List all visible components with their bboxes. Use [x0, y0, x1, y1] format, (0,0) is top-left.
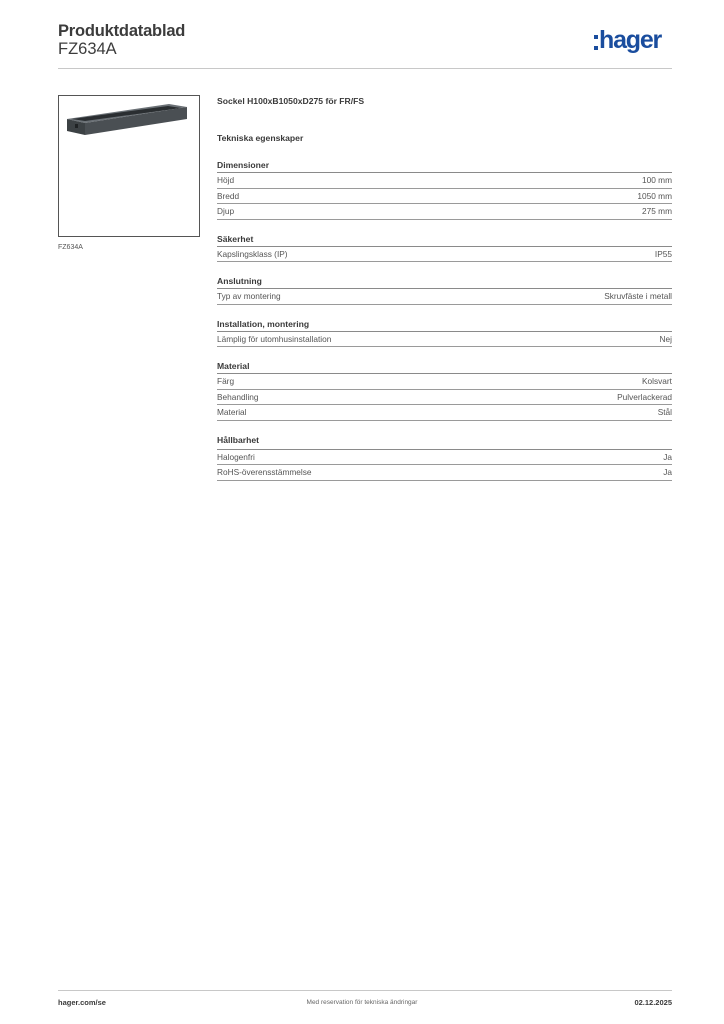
property-row: [217, 289, 672, 305]
property-row: [217, 390, 672, 406]
footer-disclaimer: Med reservation för tekniska ändringar: [306, 999, 418, 1006]
section-title: Anslutning: [217, 275, 672, 289]
property-value: 100 mm: [642, 175, 672, 185]
property-label: Typ av montering: [217, 291, 281, 301]
property-section: [217, 434, 672, 481]
section-rows: [217, 247, 672, 263]
image-caption: FZ634A: [58, 244, 83, 251]
footer-website: hager.com/se: [58, 998, 106, 1007]
property-label: Behandling: [217, 391, 259, 402]
technical-properties-heading: Tekniska egenskaper: [217, 133, 304, 143]
property-label: Djup: [217, 206, 235, 216]
property-label: Höjd: [217, 175, 235, 185]
property-label: Bredd: [217, 190, 240, 201]
property-row: [217, 465, 672, 481]
property-value: Skruvfäste i metall: [604, 291, 672, 301]
section-title: Dimensioner: [217, 159, 672, 173]
footer-divider: [58, 990, 672, 991]
section-rows: [217, 374, 672, 421]
property-value: Nej: [659, 333, 672, 344]
section-rows: [217, 449, 672, 481]
logo-text: hager: [599, 26, 662, 54]
plinth-product-icon: [59, 96, 199, 236]
logo-colon-icon: [594, 35, 598, 50]
property-row: [217, 374, 672, 390]
property-value: IP55: [654, 248, 672, 259]
document-title: Produktdatablad: [58, 22, 186, 40]
product-description: Sockel H100xB1050xD275 för FR/FS: [217, 96, 365, 106]
property-value: Ja: [663, 451, 672, 462]
product-details: [217, 96, 672, 494]
property-label: Lämplig för utomhusinstallation: [217, 333, 332, 344]
property-section: [217, 275, 672, 305]
section-rows: [217, 289, 672, 305]
section-title: Hållbarhet: [217, 434, 260, 445]
section-title: Installation, montering: [217, 318, 672, 332]
property-row: [217, 247, 672, 263]
property-row: [217, 450, 672, 466]
header-divider: [58, 68, 672, 69]
property-value: Pulverlackerad: [617, 391, 672, 402]
section-title: Material: [217, 360, 672, 374]
property-section: [217, 360, 672, 421]
property-row: [217, 189, 672, 205]
hager-logo: [594, 26, 661, 54]
properties-sections: [217, 159, 672, 481]
product-code: FZ634A: [58, 40, 117, 58]
property-section: [217, 159, 672, 220]
property-row: [217, 173, 672, 189]
property-value: Stål: [657, 407, 672, 417]
property-value: 1050 mm: [637, 190, 672, 201]
property-value: 275 mm: [642, 206, 672, 216]
property-row: [217, 204, 672, 220]
property-value: Kolsvart: [642, 376, 672, 386]
product-image: [58, 95, 200, 237]
property-label: Halogenfri: [217, 451, 255, 462]
property-row: [217, 332, 672, 348]
property-row: [217, 405, 672, 421]
property-section: [217, 318, 672, 348]
property-label: Kapslingsklass (IP): [217, 248, 288, 259]
section-rows: [217, 332, 672, 348]
property-label: Material: [217, 407, 247, 417]
section-rows: [217, 173, 672, 220]
property-value: Ja: [663, 467, 672, 477]
property-section: [217, 233, 672, 263]
property-label: RoHS-överensstämmelse: [217, 467, 312, 477]
footer-date: 02.12.2025: [634, 998, 672, 1007]
section-title: Säkerhet: [217, 233, 672, 247]
property-label: Färg: [217, 376, 235, 386]
document-header: [58, 22, 185, 59]
